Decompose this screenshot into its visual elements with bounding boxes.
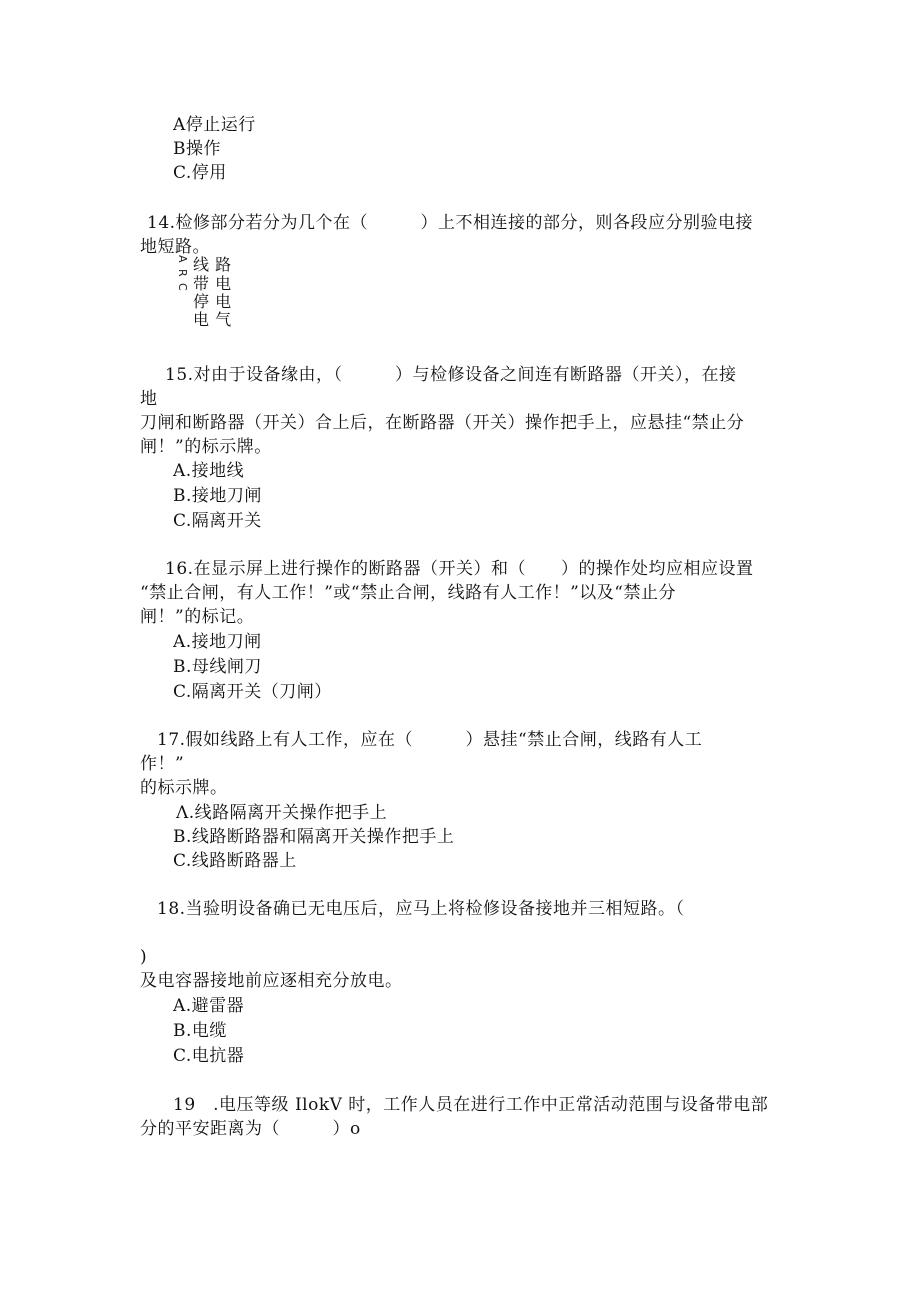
q16-option-b: B.母线闸刀 bbox=[173, 657, 262, 677]
q14-letter-a: A bbox=[176, 255, 189, 263]
q14-letter-c: C bbox=[176, 283, 189, 291]
q13-option-a: A停止运行 bbox=[173, 115, 256, 135]
q16-question-line1: 16.在显示屏上进行操作的断路器（开关）和（ ）的操作处均应相应设置 bbox=[165, 559, 754, 579]
q13-option-c: C.停用 bbox=[173, 163, 227, 183]
q15-option-b: B.接地刀闸 bbox=[173, 486, 262, 506]
q18-question-line2: ) bbox=[140, 947, 148, 967]
q14-option-4: 电 气 bbox=[193, 310, 232, 329]
q14-option-1: 线 路 bbox=[193, 255, 232, 274]
q18-question-line3: 及电容器接地前应逐相充分放电。 bbox=[140, 971, 403, 991]
q17-question-line2: 作！” bbox=[140, 754, 185, 774]
q16-question-line3: 闸！”的标记。 bbox=[140, 607, 255, 627]
q16-option-c: C.隔离开关（刀闸） bbox=[173, 682, 332, 702]
q17-option-c: C.线路断路器上 bbox=[173, 851, 297, 871]
q15-question-line1: 15.对由于设备缘由，（ ）与检修设备之间连有断路器（开关），在接 bbox=[165, 365, 737, 385]
q19-question-line2: 分的平安距离为（ ）o bbox=[140, 1119, 361, 1139]
q17-option-b: B.线路断路器和隔离开关操作把手上 bbox=[173, 827, 455, 847]
q14-option-3: 停 电 bbox=[193, 292, 232, 311]
q18-option-a: A.避雷器 bbox=[173, 996, 245, 1016]
q15-option-c: C.隔离开关 bbox=[173, 511, 262, 531]
q14-option-2: 带 电 bbox=[193, 274, 232, 293]
q17-question-line1: 17.假如线路上有人工作，应在（ ）悬挂“禁止合闸，线路有人工 bbox=[157, 730, 703, 750]
q18-question-line1: 18.当验明设备确已无电压后，应马上将检修设备接地并三相短路。（ bbox=[157, 899, 685, 919]
q17-question-line3: 的标示牌。 bbox=[140, 778, 228, 798]
q17-option-a: Λ.线路隔离开关操作把手上 bbox=[176, 803, 388, 823]
q19-question-line1: 19 .电压等级 IlokV 时，工作人员在进行工作中正常活动范围与设备带电部 bbox=[173, 1095, 769, 1115]
q14-question-line1: 14.检修部分若分为几个在（ ）上不相连接的部分，则各段应分别验电接 bbox=[147, 213, 754, 233]
q15-question-line3: 刀闸和断路器（开关）合上后，在断路器（开关）操作把手上，应悬挂“禁止分 bbox=[140, 413, 745, 433]
q16-question-line2: “禁止合闸，有人工作！”或“禁止合闸，线路有人工作！”以及“禁止分 bbox=[140, 583, 676, 603]
q15-question-line2: 地 bbox=[140, 389, 158, 409]
q13-option-b: B操作 bbox=[173, 139, 221, 159]
q18-option-b: B.电缆 bbox=[173, 1021, 227, 1041]
q14-option-letters bbox=[175, 255, 189, 297]
q16-option-a: A.接地刀闸 bbox=[173, 632, 262, 652]
q18-option-c: C.电抗器 bbox=[173, 1046, 245, 1066]
q14-letter-b: R bbox=[176, 269, 189, 277]
q15-option-a: A.接地线 bbox=[173, 461, 245, 481]
q15-question-line4: 闸！”的标示牌。 bbox=[140, 437, 272, 457]
q14-question-line2: 地短路。 bbox=[140, 237, 210, 257]
